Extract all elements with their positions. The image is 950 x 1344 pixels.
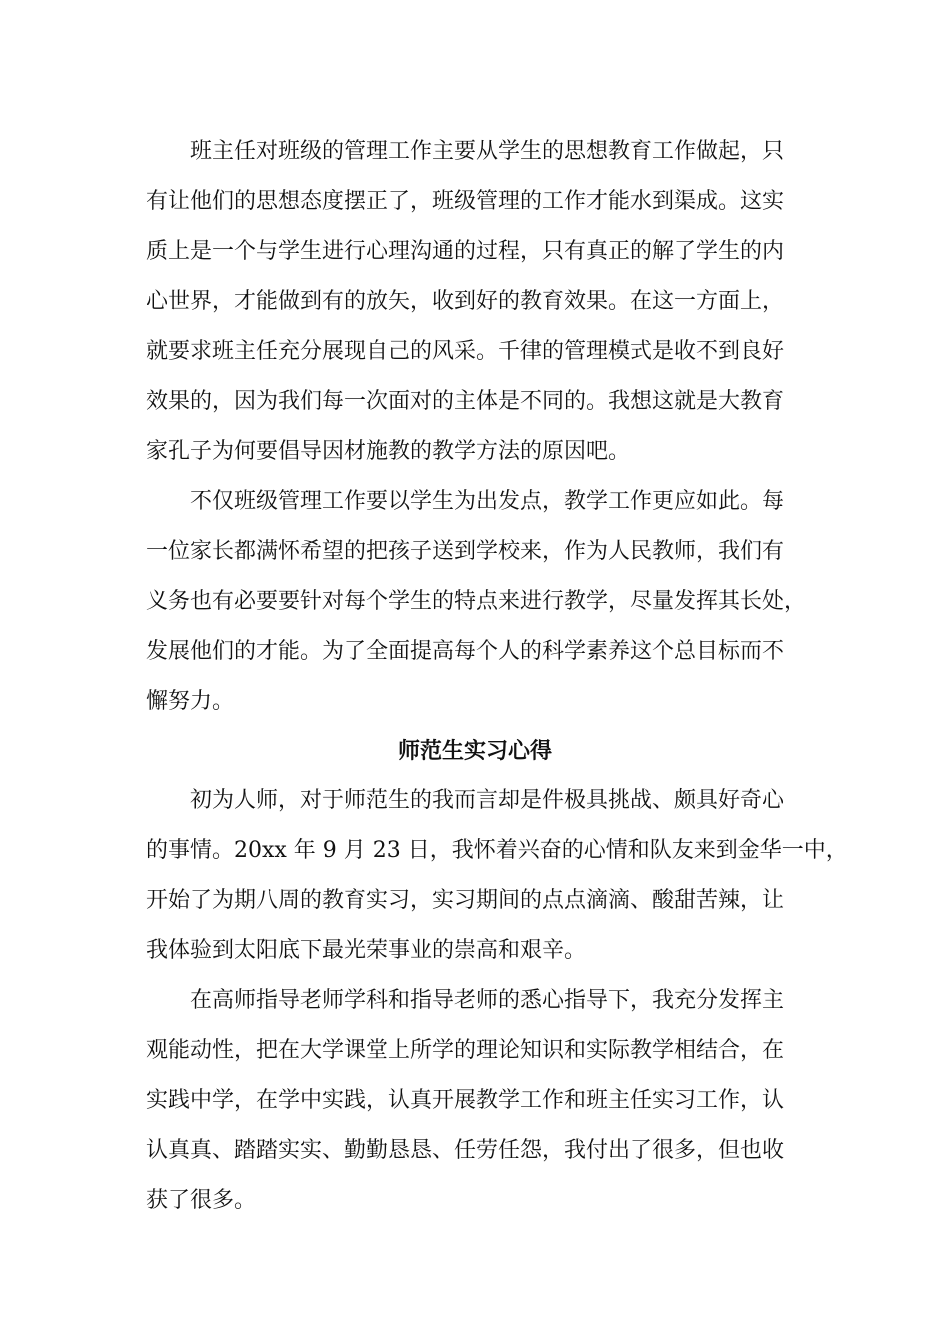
text-line: 认真真、踏踏实实、勤勤恳恳、任劳任怨，我付出了很多，但也收 bbox=[146, 1138, 785, 1163]
text-line: 家孔子为何要倡导因材施教的教学方法的原因吧。 bbox=[146, 439, 631, 464]
text-line: 效果的，因为我们每一次面对的主体是不同的。我想这就是大教育 bbox=[146, 389, 785, 414]
text-line: 我体验到太阳底下最光荣事业的崇高和艰辛。 bbox=[146, 938, 587, 963]
text-line: 开始了为期八周的教育实习，实习期间的点点滴滴、酸甜苦辣，让 bbox=[146, 888, 785, 913]
text-line: 在高师指导老师学科和指导老师的悉心指导下，我充分发挥主 bbox=[190, 988, 785, 1013]
text-line: 质上是一个与学生进行心理沟通的过程，只有真正的解了学生的内 bbox=[146, 239, 785, 264]
text-line: 一位家长都满怀希望的把孩子送到学校来，作为人民教师，我们有 bbox=[146, 539, 785, 564]
text-line: 班主任对班级的管理工作主要从学生的思想教育工作做起，只 bbox=[190, 139, 785, 164]
text-line: 心世界，才能做到有的放矢，收到好的教育效果。在这一方面上， bbox=[146, 289, 785, 314]
text-line: 观能动性，把在大学课堂上所学的理论知识和实际教学相结合，在 bbox=[146, 1038, 785, 1063]
text-line: 初为人师，对于师范生的我而言却是件极具挑战、颇具好奇心 bbox=[190, 788, 785, 813]
text-line: 不仅班级管理工作要以学生为出发点，教学工作更应如此。每 bbox=[190, 489, 785, 514]
section-title: 师范生实习心得 bbox=[397, 738, 552, 764]
text-line: 就要求班主任充分展现自己的风采。千律的管理模式是收不到良好 bbox=[146, 339, 785, 364]
text-line: 有让他们的思想态度摆正了，班级管理的工作才能水到渠成。这实 bbox=[146, 189, 785, 214]
text-line: 发展他们的才能。为了全面提高每个人的科学素养这个总目标而不 bbox=[146, 639, 785, 664]
text-line: 懈努力。 bbox=[146, 689, 235, 714]
text-line: 获了很多。 bbox=[146, 1188, 257, 1213]
text-line: 实践中学，在学中实践，认真开展教学工作和班主任实习工作，认 bbox=[146, 1088, 785, 1113]
text-line: 义务也有必要要针对每个学生的特点来进行教学，尽量发挥其长处， bbox=[146, 589, 807, 614]
text-line: 的事情。20xx 年 9 月 23 日，我怀着兴奋的心情和队友来到金华一中， bbox=[146, 838, 848, 863]
